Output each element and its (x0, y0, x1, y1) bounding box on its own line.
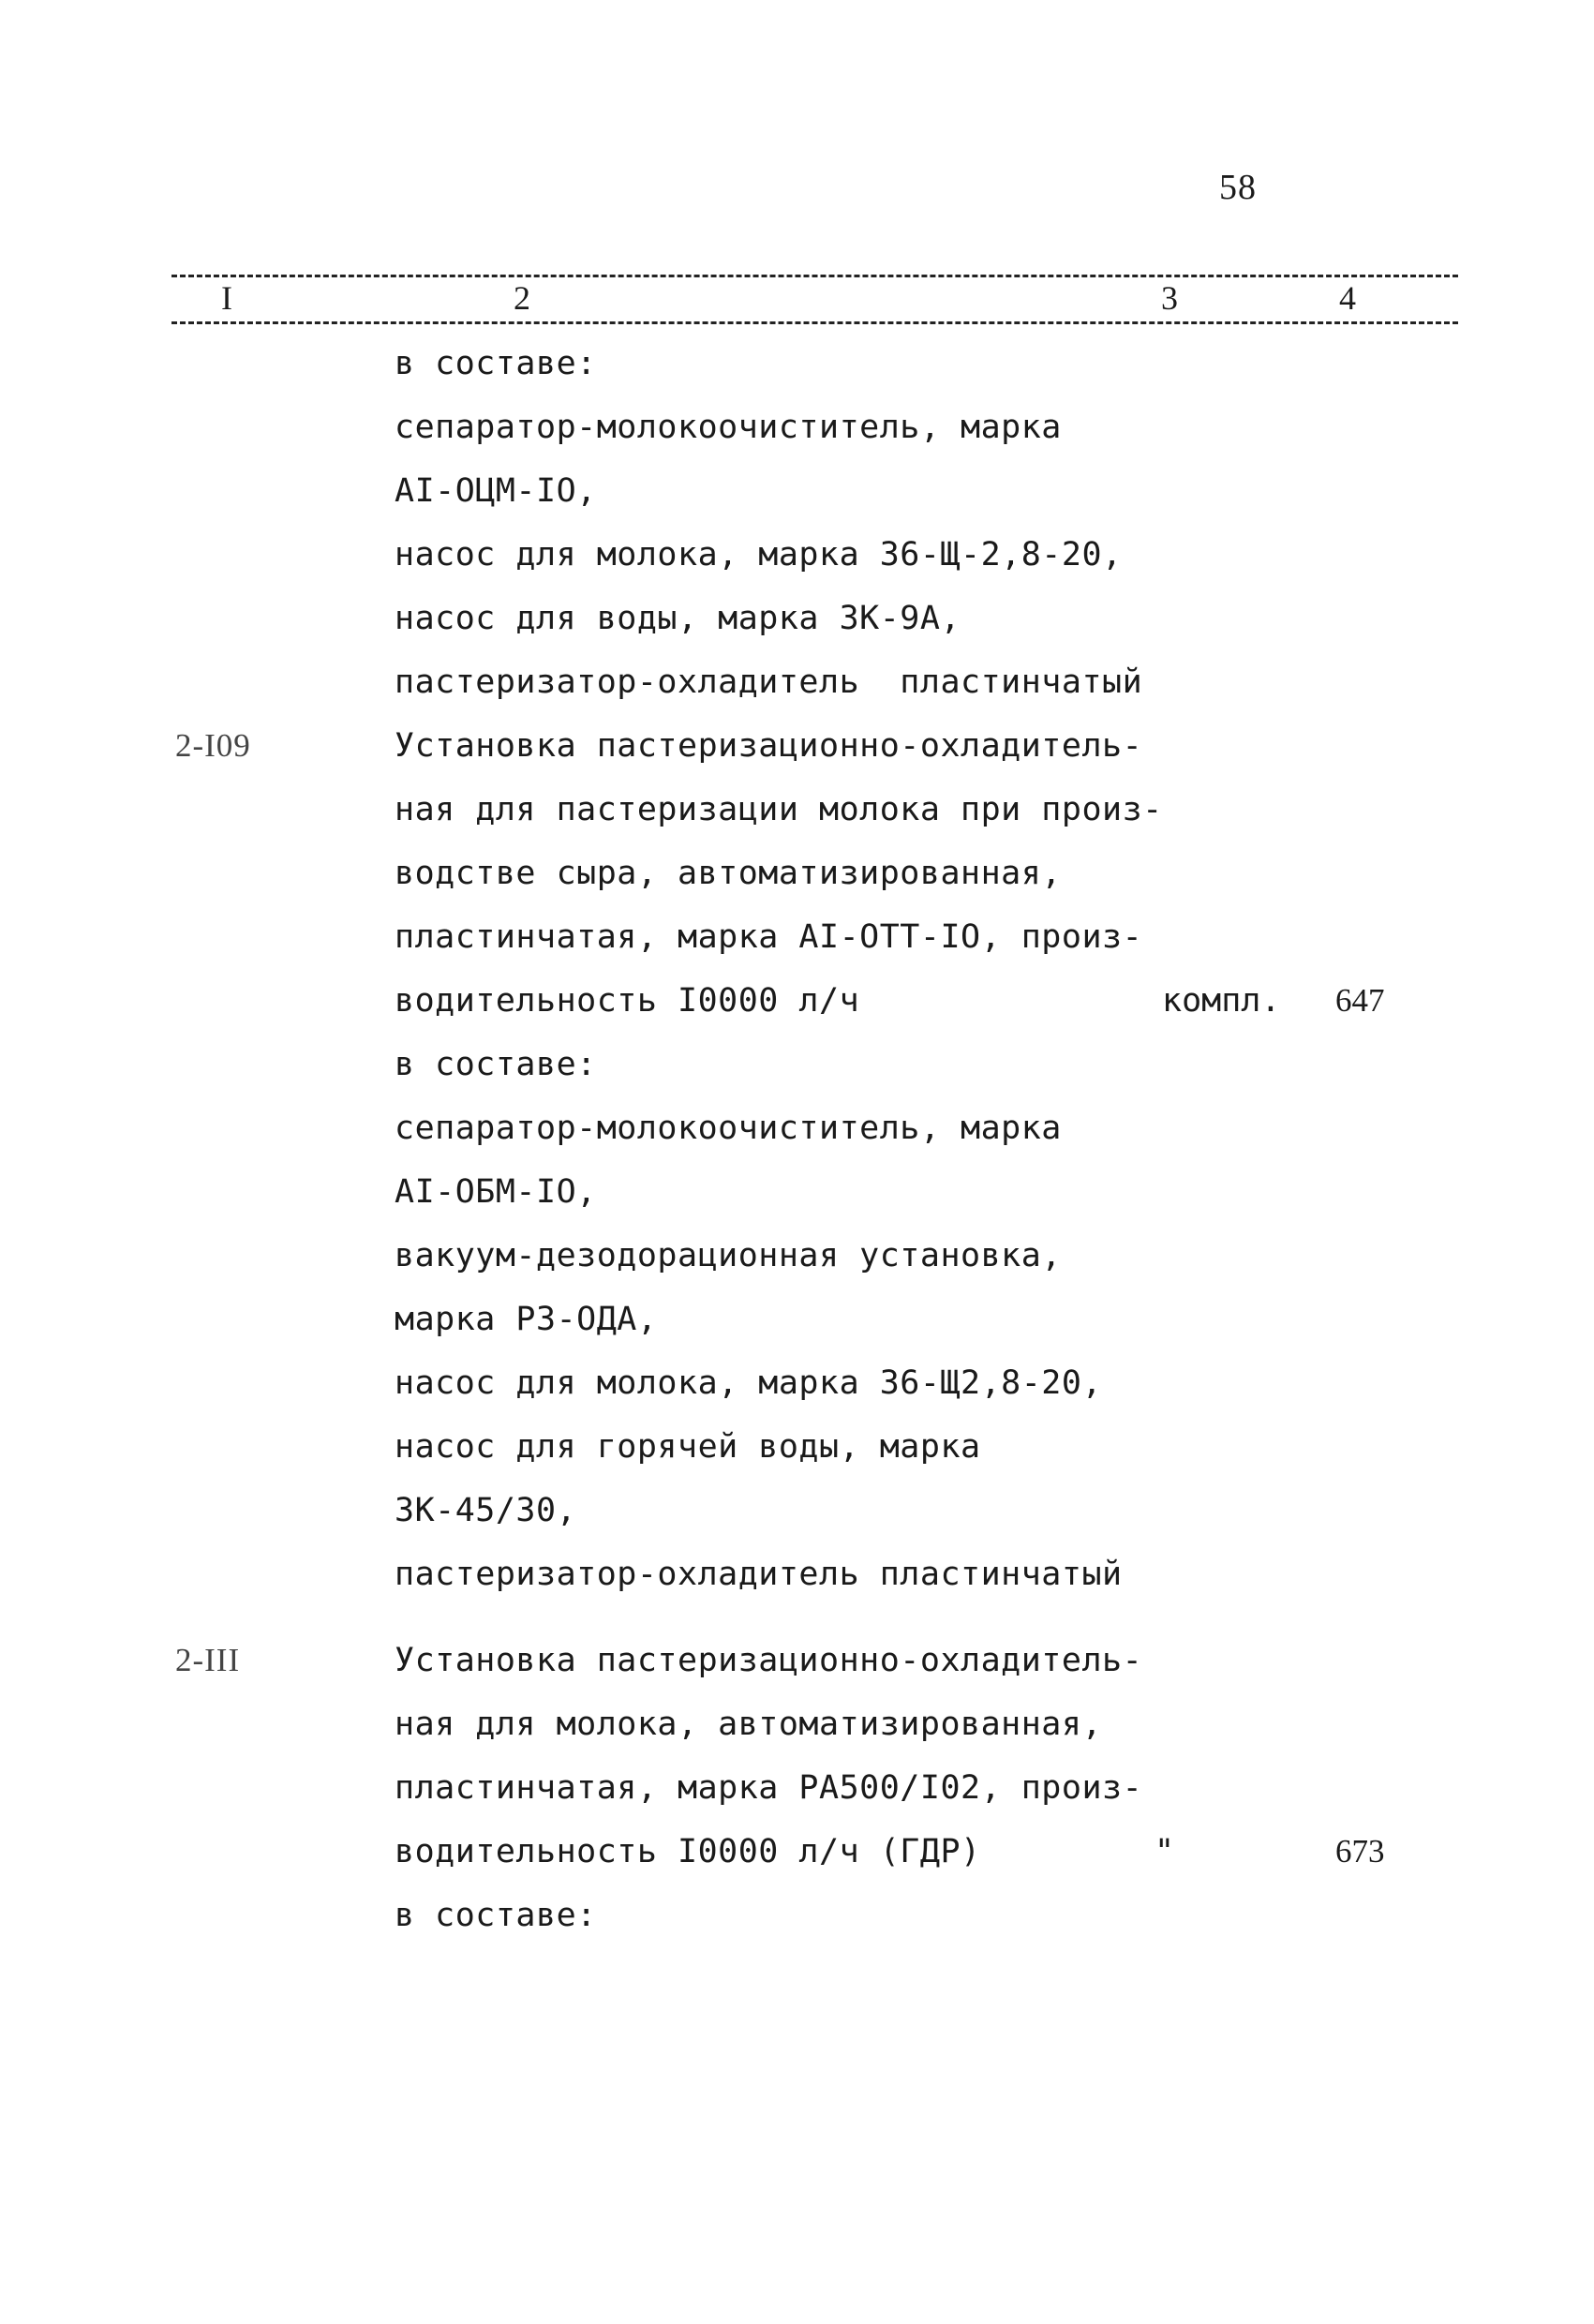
row-text: в составе: (395, 1046, 597, 1083)
row-text: ная для молока, автоматизированная, (395, 1706, 1103, 1743)
row-text: водительность I0000 л/ч (395, 982, 860, 1020)
row-text: Установка пастеризационно-охладитель- (395, 1642, 1143, 1679)
row-text: в составе: (395, 1897, 597, 1934)
column-header-3: 3 (1157, 278, 1182, 318)
row-text: в составе: (395, 345, 597, 382)
row-code: 2-III (175, 1642, 241, 1678)
row-text: AI-ОЦМ-IO, (395, 472, 597, 510)
table-header-top-rule (171, 275, 1458, 277)
row-text: ная для пастеризации молока при произ- (395, 791, 1163, 828)
table-header-bottom-rule (171, 321, 1458, 324)
row-text: марка Р3-ОДА, (395, 1301, 658, 1338)
row-text: пластинчатая, марка РА500/I02, произ- (395, 1769, 1143, 1807)
row-text: водстве сыра, автоматизированная, (395, 855, 1062, 892)
row-code: 2-I09 (175, 727, 251, 764)
row-text: AI-ОБМ-IO, (395, 1173, 597, 1211)
row-text: насос для горячей воды, марка (395, 1428, 981, 1466)
row-quantity: 647 (1335, 982, 1385, 1019)
row-unit: компл. (1162, 982, 1281, 1020)
row-text: сепаратор-молокоочиститель, марка (395, 409, 1062, 446)
row-text: водительность I0000 л/ч (ГДР) (395, 1833, 981, 1870)
row-text: насос для молока, марка 36-Щ2,8-20, (395, 1364, 1103, 1402)
row-unit: " (1155, 1833, 1175, 1870)
row-text: пластинчатая, марка AI-ОТТ-IO, произ- (395, 918, 1143, 956)
row-text: Установка пастеризационно-охладитель- (395, 727, 1143, 765)
row-text: вакуум-дезодорационная установка, (395, 1237, 1062, 1274)
column-header-2: 2 (510, 278, 534, 318)
row-text: 3К-45/30, (395, 1492, 577, 1529)
row-text: насос для молока, марка 36-Щ-2,8-20, (395, 536, 1123, 574)
row-quantity: 673 (1335, 1833, 1385, 1870)
row-text: пастеризатор-охладитель пластинчатый (395, 1556, 1123, 1593)
row-text: сепаратор-молокоочиститель, марка (395, 1110, 1062, 1147)
row-text: насос для воды, марка 3К-9А, (395, 600, 961, 637)
column-header-1: I (217, 278, 236, 318)
row-text: пастеризатор-охладитель пластинчатый (395, 663, 1143, 701)
page-number: 58 (1219, 168, 1257, 207)
column-header-4: 4 (1335, 278, 1360, 318)
